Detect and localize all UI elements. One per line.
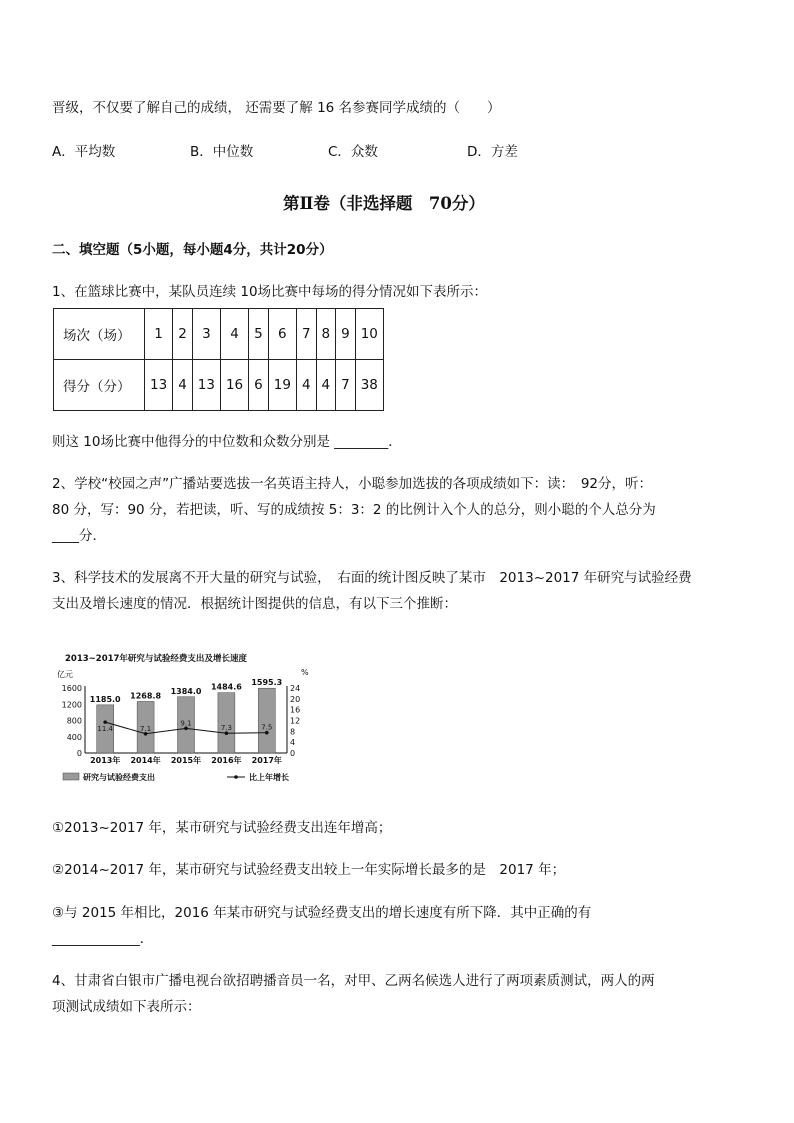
game-cell: 5 xyxy=(249,309,269,360)
row-label-games: 场次（场） xyxy=(54,309,145,360)
y-left-tick-label: 1200 xyxy=(61,700,82,710)
game-cell: 6 xyxy=(268,309,296,360)
option-b: B．中位数 xyxy=(190,144,254,160)
q3-statement-1: ①2013~2017 年，某市研究与试验经费支出连年增高； xyxy=(52,820,392,836)
x-tick-label: 2015年 xyxy=(170,756,202,765)
q2-line2: 80 分，写：90 分，若把读，听、写的成绩按 5：3：2 的比例计入个人的总分，则小聪的个人总分为 xyxy=(52,502,656,518)
bar-value-label: 1384.0 xyxy=(170,686,202,696)
game-cell: 3 xyxy=(192,309,220,360)
growth-point xyxy=(103,720,107,724)
bar-value-label: 1268.8 xyxy=(130,691,162,701)
growth-value-label: 11.4 xyxy=(97,725,113,734)
question-tail: 晋级，不仅要了解自己的成绩， 还需要了解 16 名参赛同学成绩的（ ） xyxy=(52,100,501,116)
y-right-tick-label: 12 xyxy=(290,716,301,726)
legend-swatch-point xyxy=(234,775,238,779)
x-tick-label: 2013年 xyxy=(90,756,121,765)
game-cell: 9 xyxy=(336,309,356,360)
x-tick-label: 2014年 xyxy=(130,756,161,765)
y-right-tick-label: 4 xyxy=(290,738,296,748)
q3-line1: 3、科学技术的发展离不开大量的研究与试验， 右面的统计图反映了某市 2013~2017 年研究与试验经费 xyxy=(52,570,692,586)
q3-statement-3: ③与 2015 年相比，2016 年某市研究与试验经费支出的增长速度有所下降．其中正确的有 xyxy=(52,905,592,921)
game-cell: 8 xyxy=(316,309,336,360)
score-cell: 7 xyxy=(336,360,356,411)
table-row xyxy=(54,360,384,411)
score-cell: 13 xyxy=(145,360,173,411)
q1-stem: 1、在篮球比赛中，某队员连续 10场比赛中每场的得分情况如下表所示： xyxy=(52,284,488,300)
y-right-tick-label: 24 xyxy=(290,684,301,693)
score-cell: 4 xyxy=(316,360,336,411)
bar-expenditure xyxy=(258,688,275,753)
growth-value-label: 7.1 xyxy=(140,724,152,733)
y-right-tick-label: 0 xyxy=(290,749,296,758)
game-cell: 2 xyxy=(173,309,193,360)
section-title: 第Ⅱ卷（非选择题 70分） xyxy=(283,194,485,213)
q3-line2: 支出及增长速度的情况．根据统计图提供的信息，有以下三个推断： xyxy=(52,596,457,612)
growth-value-label: 9.1 xyxy=(180,719,192,728)
growth-value-label: 7.5 xyxy=(261,723,273,732)
score-cell: 38 xyxy=(355,360,383,411)
right-axis-unit: % xyxy=(301,668,309,677)
q2-line3: ____分． xyxy=(52,528,106,544)
score-cell: 4 xyxy=(296,360,316,411)
q1-question: 则这 10场比赛中他得分的中位数和众数分别是 ________． xyxy=(52,434,402,450)
game-cell: 7 xyxy=(296,309,316,360)
q4-line1: 4、甘肃省白银市广播电视台欲招聘播音员一名，对甲、乙两名候选人进行了两项素质测试，两人的两 xyxy=(52,973,655,989)
score-table xyxy=(53,308,384,411)
game-cell: 1 xyxy=(145,309,173,360)
chart-title: 2013~2017年研究与试验经费支出及增长速度 xyxy=(65,654,247,664)
bar-value-label: 1185.0 xyxy=(89,694,121,704)
q4-line2: 项测试成绩如下表所示： xyxy=(52,999,201,1015)
y-right-tick-label: 16 xyxy=(290,705,301,715)
score-cell: 6 xyxy=(249,360,269,411)
q3-statement-2: ②2014~2017 年，某市研究与试验经费支出较上一年实际增长最多的是 2017 年； xyxy=(52,862,566,878)
score-cell: 16 xyxy=(220,360,248,411)
legend-label-line: 比上年增长 xyxy=(249,773,289,782)
q2-line1: 2、学校“校园之声”广播站要选拔一名英语主持人，小聪参加选拔的各项成绩如下：读： 92分，听： xyxy=(52,476,653,492)
left-axis-unit: 亿元 xyxy=(57,670,73,679)
option-d: D．方差 xyxy=(467,144,518,160)
expenditure-chart xyxy=(55,648,315,788)
q3-answer-blank: _____________． xyxy=(52,931,154,947)
y-left-tick-label: 800 xyxy=(66,716,82,726)
x-tick-label: 2016年 xyxy=(211,756,242,765)
game-cell: 10 xyxy=(355,309,383,360)
y-left-tick-label: 0 xyxy=(76,749,82,758)
row-label-scores: 得分（分） xyxy=(54,360,145,411)
legend-label-bar: 研究与试验经费支出 xyxy=(83,773,155,782)
bar-expenditure xyxy=(218,693,235,753)
legend-swatch-bar xyxy=(63,773,79,780)
y-right-tick-label: 20 xyxy=(290,694,301,704)
section-heading: 二、填空题（5小题，每小题4分，共计20分） xyxy=(52,242,333,258)
game-cell: 4 xyxy=(220,309,248,360)
bar-value-label: 1595.3 xyxy=(251,678,283,688)
y-left-tick-label: 1600 xyxy=(61,684,82,693)
table-row xyxy=(54,309,384,360)
y-right-tick-label: 8 xyxy=(290,727,296,737)
option-a: A．平均数 xyxy=(52,144,116,160)
y-left-tick-label: 400 xyxy=(66,732,82,742)
score-cell: 13 xyxy=(192,360,220,411)
option-c: C．众数 xyxy=(328,144,378,160)
bar-value-label: 1484.6 xyxy=(210,682,242,692)
score-cell: 19 xyxy=(268,360,296,411)
score-cell: 4 xyxy=(173,360,193,411)
growth-value-label: 7.3 xyxy=(220,724,232,733)
x-tick-label: 2017年 xyxy=(251,756,282,765)
